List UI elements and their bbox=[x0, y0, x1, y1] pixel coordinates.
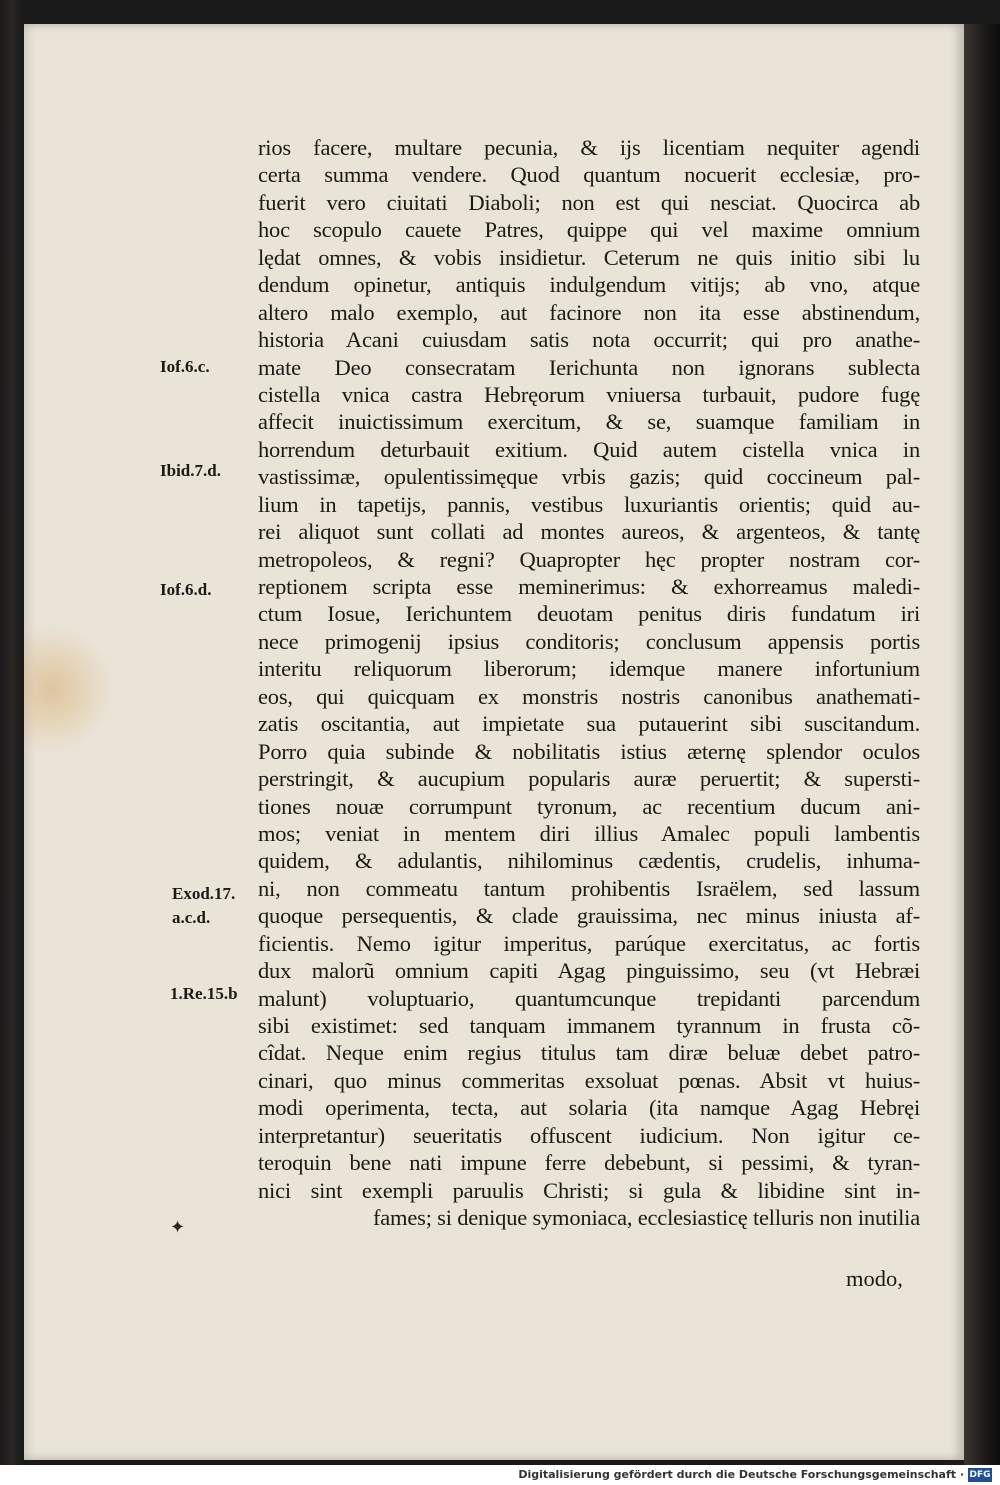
footer-credit: Digitalisierung gefördert durch die Deutsche Forschungsgemeinschaft · bbox=[518, 1468, 964, 1481]
text-line: interpretantur) seueritatis offuscent iudicium. Non igitur ce- bbox=[258, 1122, 920, 1148]
text-line: sibi existimet: sed tanquam immanem tyrannum in frusta cõ- bbox=[258, 1013, 920, 1038]
text-line: altero malo exemplo, aut facinore non ita esse abstinendum, bbox=[258, 299, 920, 325]
page-stain bbox=[24, 624, 114, 754]
text-line: cinari, quo minus commeritas exsoluat pœnas. Absit vt huius- bbox=[258, 1067, 920, 1093]
text-line: ficientis. Nemo igitur imperitus, parúque exercitatus, ac fortis bbox=[258, 930, 920, 956]
text-line: mate Deo consecratam Ierichunta non ignorans sublecta bbox=[258, 354, 920, 380]
catchword: modo, bbox=[846, 1266, 903, 1291]
text-line: vastissimæ, opulentissimęque vrbis gazis; quid coccineum pal- bbox=[258, 464, 920, 490]
text-line: teroquin bene nati impune ferre debebunt, si pessimi, & tyran- bbox=[258, 1150, 920, 1176]
margin-note-iosue-6c: Iof.6.c. bbox=[160, 357, 210, 376]
text-line: metropoleos, & regni? Quapropter hęc propter nostram cor- bbox=[258, 546, 920, 572]
text-line: interitu reliquorum liberorum; idemque manere infortunium bbox=[258, 656, 920, 682]
text-line: quoque persequentis, & clade grauissima, nec minus iniusta af- bbox=[258, 903, 920, 929]
text-line: dendum opinetur, antiquis indulgendum vitijs; ab vno, atque bbox=[258, 272, 920, 298]
text-line: modi operimenta, tecta, aut solaria (ita namque Agag Hebręi bbox=[258, 1095, 920, 1121]
text-line: nici sint exempli paruulis Christi; si gula & libidine sint in- bbox=[258, 1177, 920, 1203]
body-text bbox=[258, 134, 920, 1232]
text-line: lędat omnes, & vobis insidietur. Ceterum ne quis initio sibi lu bbox=[258, 244, 920, 270]
margin-note-ibid-7d: Ibid.7.d. bbox=[160, 461, 221, 480]
footer-bar bbox=[0, 1465, 1000, 1485]
margin-note-iosue-6d: Iof.6.d. bbox=[160, 580, 212, 599]
text-line: certa summa vendere. Quod quantum nocuerit ecclesiæ, pro- bbox=[258, 162, 920, 188]
margin-note-exodus-17: Exod.17. bbox=[172, 884, 236, 903]
text-line: cistella vnica castra Hebręorum vniuersa turbauit, pudore fugę bbox=[258, 381, 920, 407]
dfg-logo: DFG bbox=[969, 1470, 991, 1480]
text-line: cîdat. Neque enim regius titulus tam diræ beluæ debet patro- bbox=[258, 1040, 920, 1066]
text-line: eos, qui quicquam ex monstris nostris canonibus anathemati- bbox=[258, 683, 920, 709]
text-line: nece primogenij ipsius conditoris; conclusum appensis portis bbox=[258, 628, 920, 654]
text-line: hoc scopulo cauete Patres, quippe qui vel maxime omnium bbox=[258, 217, 920, 243]
text-line: ni, non commeatu tantum prohibentis Israëlem, sed lassum bbox=[258, 875, 920, 901]
text-line: tiones nouæ corrumpunt tyronum, ac recentium ducum ani- bbox=[258, 793, 920, 819]
text-line: fuerit vero ciuitati Diaboli; non est qui nesciat. Quocirca ab bbox=[258, 189, 920, 215]
text-line: affecit inuictissimum exercitum, & se, suamque familiam in bbox=[258, 409, 920, 435]
text-line: dux malorũ omnium capiti Agag pinguissimo, seu (vt Hebræi bbox=[258, 958, 920, 984]
text-line: reptionem scripta esse meminerimus: & exhorreamus maledi- bbox=[258, 574, 920, 599]
text-line: fames; si denique symoniaca, ecclesiasticę telluris non inutilia bbox=[372, 1205, 920, 1231]
margin-note-exodus-17-sub: a.c.d. bbox=[172, 908, 211, 927]
text-line: quidem, & adulantis, nihilominus cædentis, crudelis, inhuma- bbox=[258, 848, 920, 874]
text-line: horrendum deturbauit exitium. Quid autem cistella vnica in bbox=[258, 436, 920, 462]
text-line: perstringit, & aucupium popularis auræ peruertit; & supersti- bbox=[258, 766, 920, 792]
text-line: rei aliquot sunt collati ad montes aureos, & argenteos, & tantę bbox=[258, 519, 920, 545]
text-line: zatis oscitantia, aut impietate sua putauerint sibi suscitandum. bbox=[258, 711, 920, 737]
book-spine bbox=[964, 24, 1000, 1465]
margin-note-1-regum-15b: 1.Re.15.b bbox=[170, 984, 238, 1003]
ink-mark: ✦ bbox=[170, 1217, 186, 1237]
text-line: historia Acani cuiusdam satis nota occurrit; qui pro anathe- bbox=[258, 327, 920, 353]
text-line: Porro quia subinde & nobilitatis istius æternę splendor oculos bbox=[258, 738, 920, 764]
text-line: mos; veniat in mentem diri illius Amalec populi lambentis bbox=[258, 820, 920, 846]
text-line: rios facere, multare pecunia, & ijs licentiam nequiter agendi bbox=[258, 135, 920, 160]
text-line: ctum Iosue, Ierichuntem deuotam penitus diris fundatum iri bbox=[258, 601, 920, 627]
text-line: malunt) voluptuario, quantumcunque trepidanti parcendum bbox=[258, 985, 920, 1011]
text-line: lium in tapetijs, pannis, vestibus luxuriantis orientis; quid au- bbox=[258, 491, 920, 517]
